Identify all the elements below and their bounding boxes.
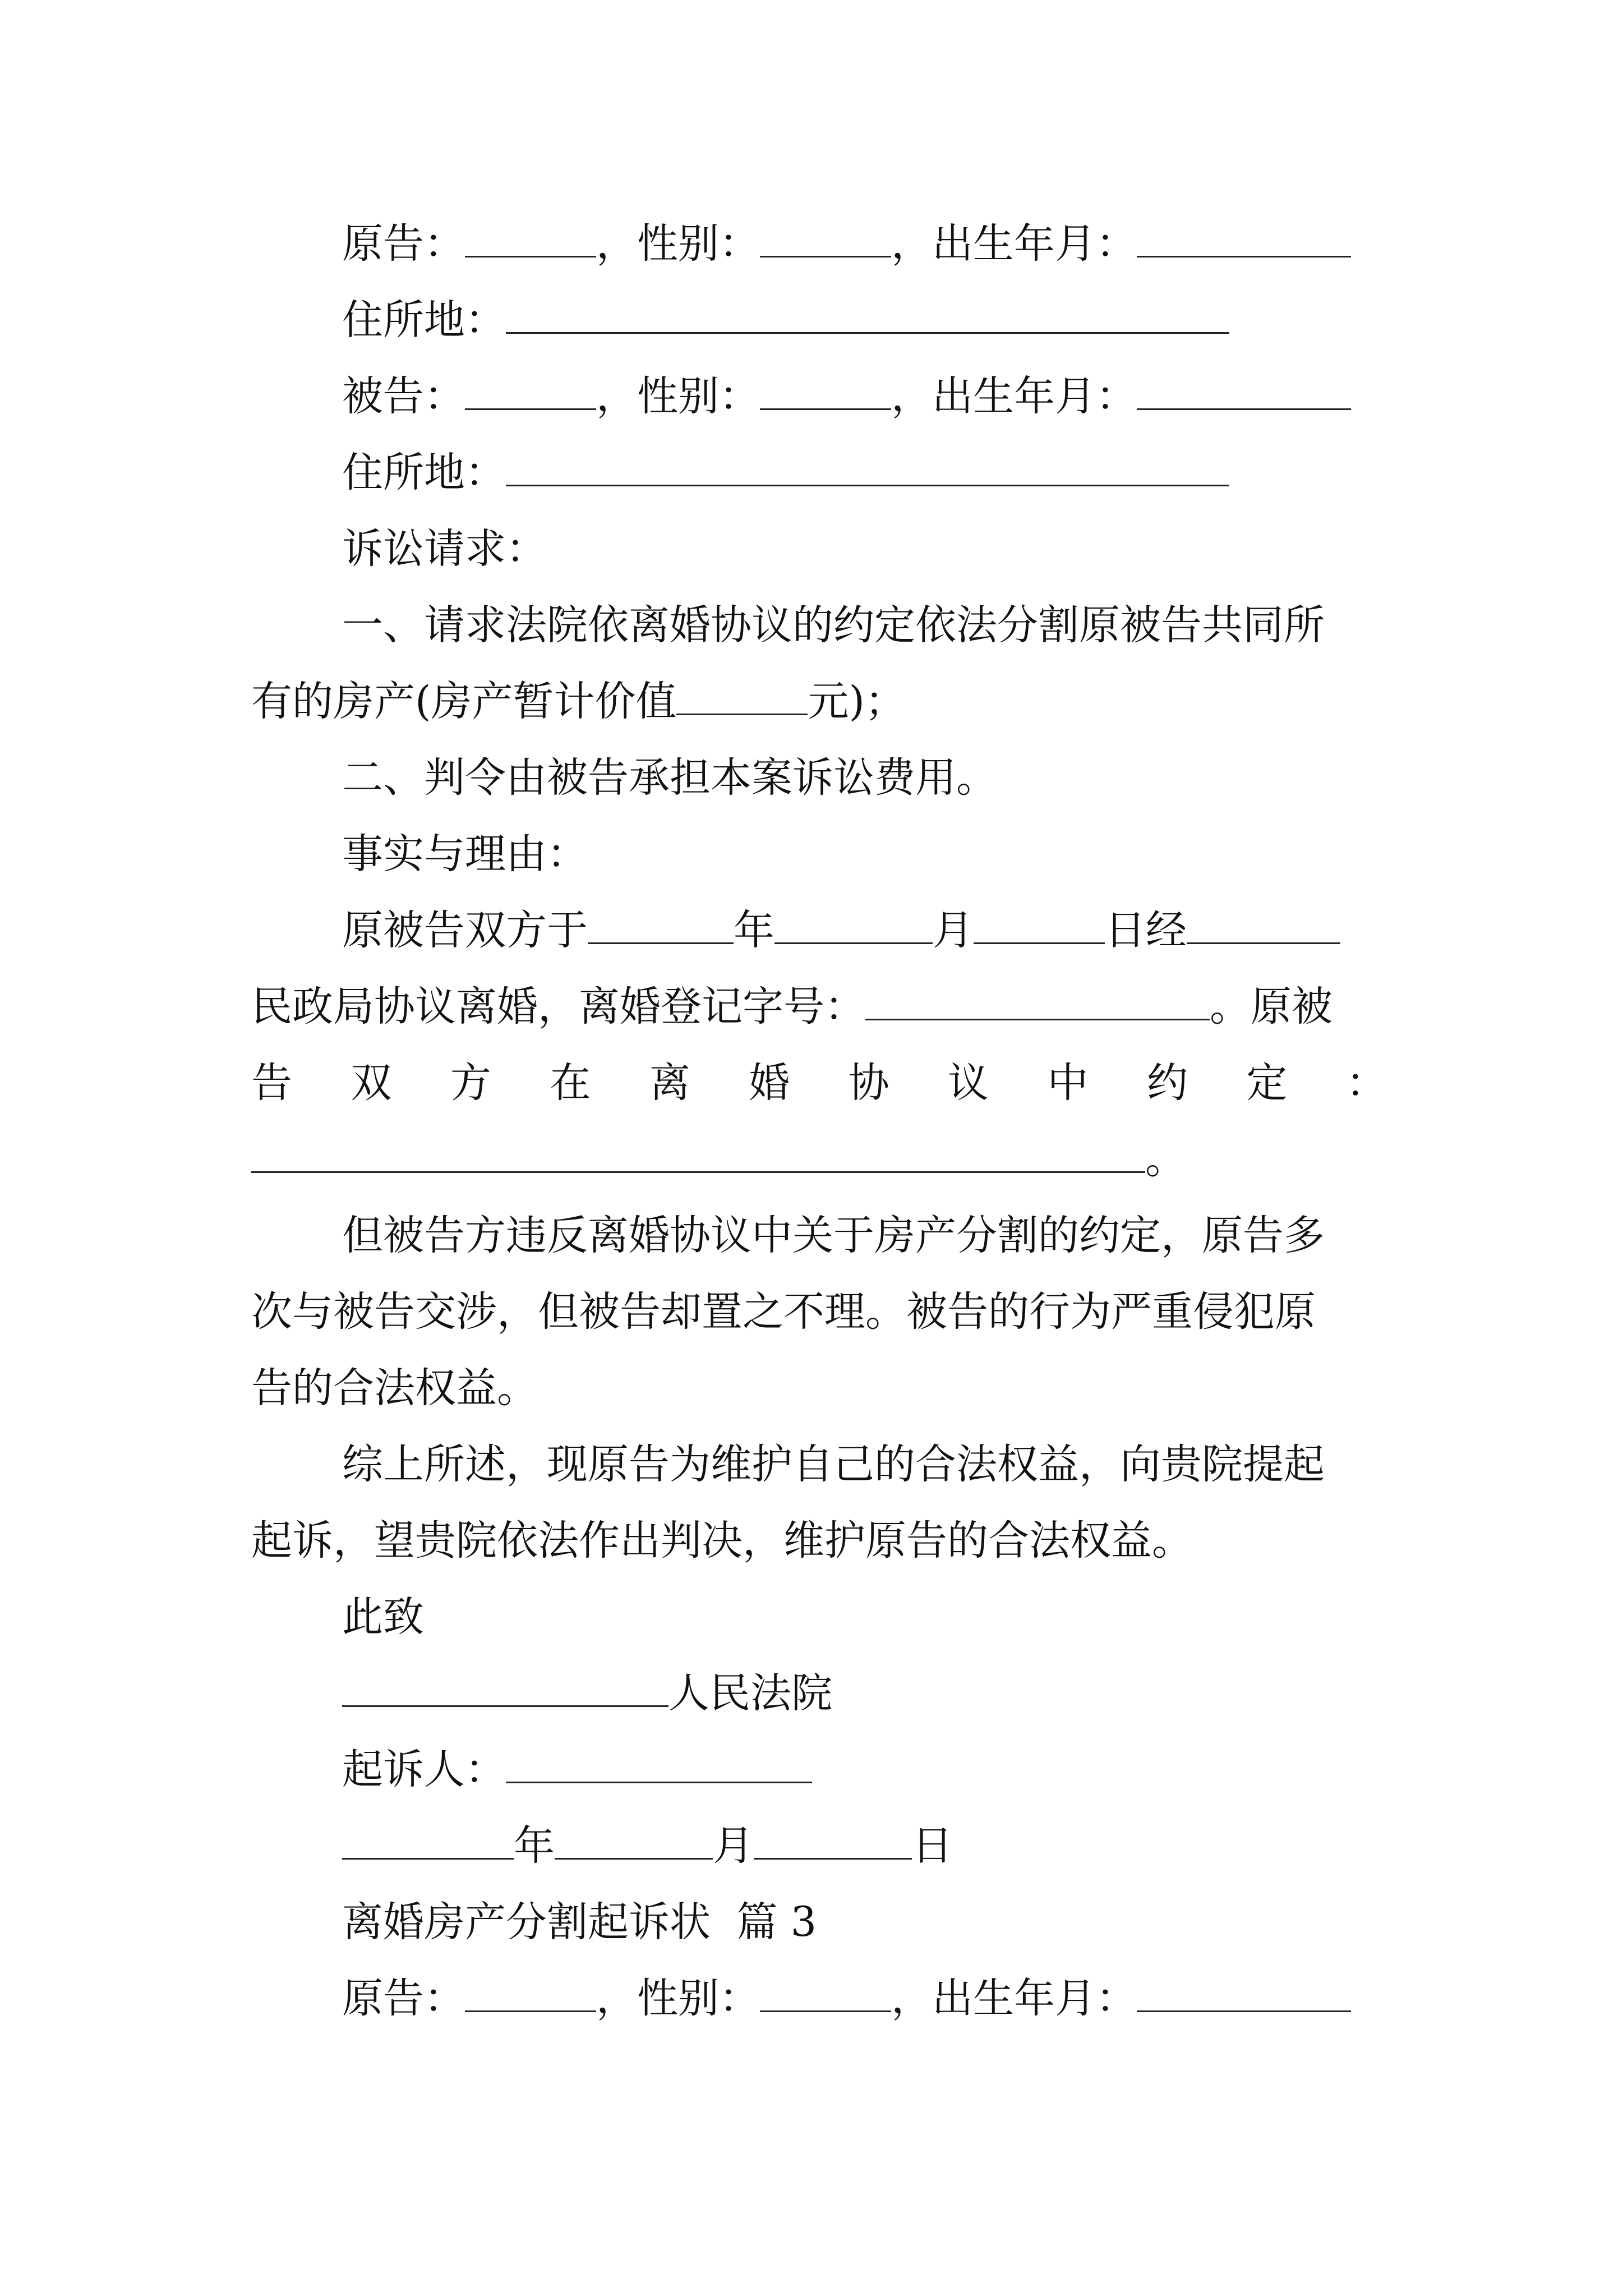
year-blank[interactable] [588,901,734,944]
plaintiff-signature-blank[interactable] [506,1740,812,1783]
gender-blank[interactable] [760,214,891,257]
facts-char: ： [1345,1059,1387,1107]
residence-line [342,287,1387,354]
claims-heading: 诉讼请求： [342,525,547,573]
plaintiff-name-blank[interactable] [465,214,596,257]
facts-char: 中 [1047,1059,1089,1107]
gender-blank[interactable] [760,1969,891,2012]
plaintiff-label: 原告： [342,220,465,268]
facts-spread-line [251,1050,1387,1117]
birth-label: ，出生年月： [891,1975,1137,2022]
birth-blank[interactable] [1137,367,1351,410]
claim-2: 二、判令由被告承担本案诉讼费用。 [342,754,997,802]
facts-text-end: 。原被 [1210,983,1332,1030]
day-label: 日经 [1105,907,1187,954]
conclusion-line-1: 综上所述，现原告为维护自己的合法权益，向贵院提起 [342,1441,1325,1488]
residence-line [342,439,1387,507]
residence-blank[interactable] [506,291,1229,334]
month-blank[interactable] [774,901,933,944]
day-label: 日 [912,1822,953,1870]
birth-label: ，出生年月： [891,220,1137,268]
year-blank[interactable] [342,1816,514,1860]
plaintiff-line [342,1965,1387,2032]
facts-char: 方 [450,1059,491,1107]
facts-registration-line [251,973,1387,1041]
day-blank[interactable] [754,1816,912,1860]
year-label: 年 [514,1822,555,1870]
facts-text: 民政局协议离婚，离婚登记字号： [251,983,865,1030]
plaintiff-signature-label: 起诉人： [342,1746,506,1793]
defendant-line [342,363,1387,430]
gender-label: ，性别： [596,220,760,268]
claim-1-line-1: 一、请求法院依离婚协议的约定依法分割原被告共同所 [342,601,1325,649]
date-line [342,1812,1387,1880]
plaintiff-name-blank[interactable] [465,1969,596,2012]
court-name-blank[interactable] [342,1664,668,1707]
facts-char: 告 [251,1059,292,1107]
claim-1-text: 有的房产(房产暂计价值 [251,678,677,725]
birth-blank[interactable] [1137,1969,1351,2012]
salutation: 此致 [342,1593,424,1641]
property-value-blank[interactable] [676,672,808,715]
facts-char: 议 [948,1059,989,1107]
facts-date-line [342,897,1387,964]
plaintiff-label: 原告： [342,1975,465,2022]
facts-char: 在 [550,1059,591,1107]
month-label: 月 [713,1822,754,1870]
facts-char: 协 [848,1059,889,1107]
year-label: 年 [734,907,774,954]
birth-blank[interactable] [1137,214,1351,257]
residence-label: 住所地： [342,296,506,344]
court-line [342,1660,1387,1727]
residence-blank[interactable] [506,443,1229,486]
court-suffix: 人民法院 [668,1669,832,1717]
gender-label: ，性别： [596,1975,760,2022]
facts-2-line-2: 次与被告交涉，但被告却置之不理。被告的行为严重侵犯原 [251,1288,1316,1336]
day-blank[interactable] [974,901,1105,944]
residence-label: 住所地： [342,449,506,496]
registration-number-blank[interactable] [865,977,1210,1020]
agreement-end: 。 [1145,1135,1186,1183]
month-label: 月 [933,907,974,954]
claim-1-text-end: 元)； [808,678,906,725]
plaintiff-line [342,210,1387,278]
facts-2-line-1: 但被告方违反离婚协议中关于房产分割的约定，原告多 [342,1212,1325,1259]
claim-1-line-2 [251,668,1387,735]
gender-label: ，性别： [596,372,760,420]
plaintiff-signature-line [342,1736,1387,1803]
facts-char: 定 [1246,1059,1288,1107]
bureau-blank[interactable] [1187,901,1340,944]
facts-text: 原被告双方于 [342,907,588,954]
facts-char: 双 [351,1059,392,1107]
facts-char: 约 [1147,1059,1188,1107]
facts-char: 婚 [749,1059,790,1107]
facts-char: 离 [649,1059,690,1107]
month-blank[interactable] [555,1816,713,1860]
defendant-name-blank[interactable] [465,367,596,410]
section-title: 离婚房产分割起诉状 篇 3 [342,1898,817,1946]
agreement-content-blank[interactable] [251,1130,1145,1173]
facts-heading: 事实与理由： [342,830,588,878]
gender-blank[interactable] [760,367,891,410]
birth-label: ，出生年月： [891,372,1137,420]
defendant-label: 被告： [342,372,465,420]
agreement-blank-line [251,1126,1387,1193]
conclusion-line-2: 起诉，望贵院依法作出判决，维护原告的合法权益。 [251,1517,1193,1565]
facts-2-line-3: 告的合法权益。 [251,1364,538,1412]
